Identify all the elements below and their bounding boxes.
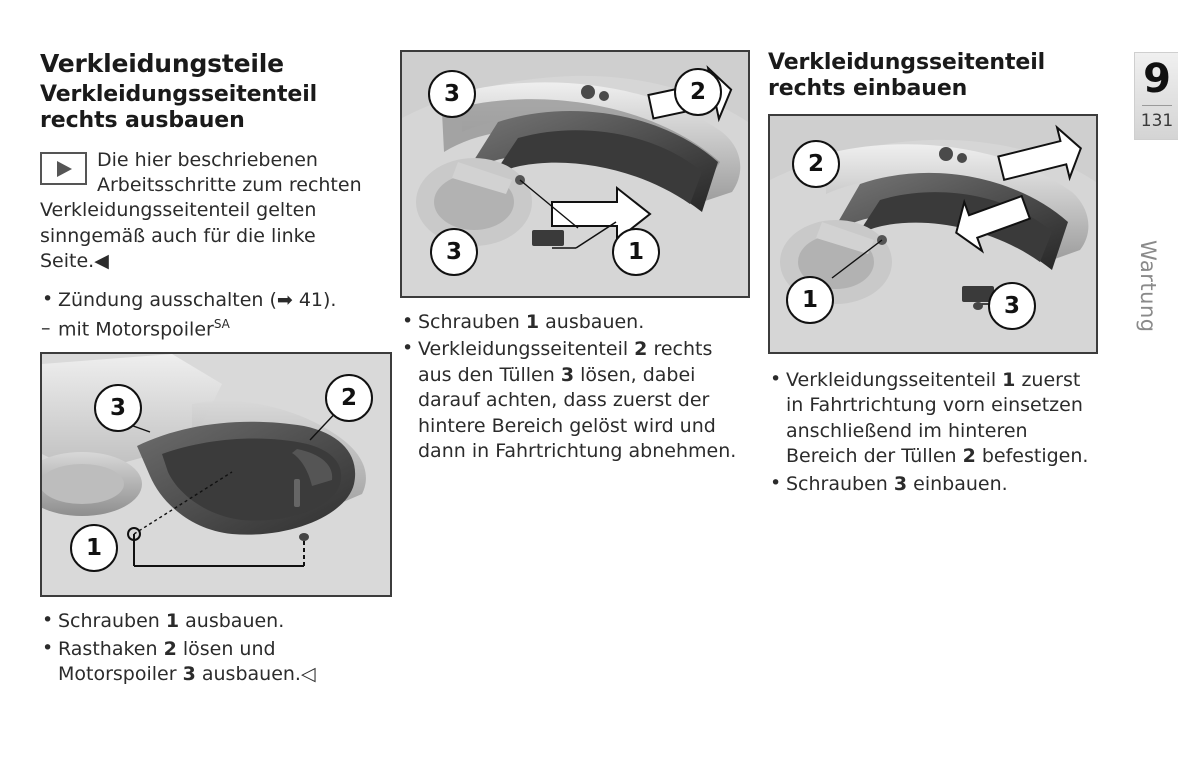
callout-ref: 3 [182, 663, 196, 686]
callout-ref: 2 [634, 338, 648, 361]
section-label: Wartung [1136, 240, 1160, 333]
callout-3: 3 [988, 282, 1036, 330]
list-item-text: ausbauen. [179, 610, 285, 633]
list-item-text: Zündung ausschalten (➡ 41). [58, 289, 337, 312]
column-left [40, 50, 385, 690]
column-right [768, 50, 1098, 499]
figure-motorspoiler [40, 352, 392, 597]
list-item [40, 316, 385, 343]
chapter-marker [1134, 52, 1178, 140]
page-title: Verkleidungsteile [40, 49, 284, 78]
subsection-title-remove: Verkleidungsseitenteil rechts ausbauen [40, 82, 318, 133]
page-rail [1126, 0, 1178, 767]
page-number: 131 [1140, 111, 1174, 131]
callout-2: 2 [792, 140, 840, 188]
callout-ref: 3 [893, 472, 908, 495]
callout-2: 2 [674, 68, 722, 116]
callout-ref: 1 [525, 311, 540, 333]
list-item-text: Schrauben [418, 311, 526, 333]
einbau-steps-list [768, 368, 1098, 497]
remove-steps-list [40, 609, 385, 687]
callout-ref: 1 [1002, 368, 1016, 391]
list-item [40, 637, 385, 688]
callout-ref: 3 [560, 363, 575, 386]
list-item [400, 337, 748, 464]
column-middle [400, 50, 748, 467]
callout-1: 1 [612, 228, 660, 276]
divider [1142, 105, 1172, 106]
list-item-text: lösen, dabei darauf achten, dass zuerst der hintere Bereich gelöst wird und dann in Fahrtrichtung abnehmen. [418, 363, 737, 463]
note-triangle-icon [40, 152, 87, 185]
callout-3: 3 [428, 70, 476, 118]
list-item [768, 368, 1098, 470]
list-item-text: lösen und Motorspoiler [58, 637, 276, 686]
list-item [400, 310, 748, 335]
prestep-list [40, 288, 385, 342]
list-item-text: befestigen. [975, 445, 1089, 468]
note-block [40, 148, 385, 274]
figure-seitenteil-ausbau [400, 50, 750, 298]
list-item-text: Schrauben [786, 472, 894, 495]
list-item-text: zuerst in Fahrtrichtung vorn einsetzen anschließend im hinteren Bereich der Tüllen [786, 368, 1083, 468]
callout-1: 1 [70, 524, 118, 572]
figure-seitenteil-einbau [768, 114, 1098, 354]
list-item-text: rechts aus den Tüllen [418, 338, 713, 386]
subsection-title-install: Verkleidungsseitenteil rechts einbauen [768, 50, 1046, 101]
list-item [40, 609, 385, 634]
callout-ref: 1 [165, 610, 180, 633]
list-item-text: Verkleidungsseitenteil [418, 338, 635, 361]
list-item-text: einbauen. [907, 472, 1008, 495]
list-item-text: ausbauen.◁ [195, 663, 316, 686]
callout-2b: 3 [430, 228, 478, 276]
callout-3: 3 [94, 384, 142, 432]
callout-ref: 2 [962, 445, 976, 468]
note-text: Die hier beschriebenen Arbeitsschritte zum rechten Verkleidungsseitenteil gelten sinngemäß auch für die linke Seite.◀ [40, 148, 362, 272]
callout-ref: 2 [163, 637, 177, 660]
chapter-number: 9 [1143, 56, 1171, 102]
sa-superscript: SA [213, 316, 230, 331]
list-item-text: mit Motorspoiler [58, 318, 214, 341]
list-item-text: ausbauen. [539, 311, 645, 333]
list-item [768, 472, 1098, 497]
list-item [40, 288, 385, 313]
callout-1: 1 [786, 276, 834, 324]
list-item-text: Rasthaken [58, 637, 164, 660]
list-item-text: Schrauben [58, 610, 166, 633]
list-item-text: Verkleidungsseitenteil [786, 368, 1003, 391]
ausbau-steps-list [400, 310, 748, 465]
callout-2: 2 [325, 374, 373, 422]
